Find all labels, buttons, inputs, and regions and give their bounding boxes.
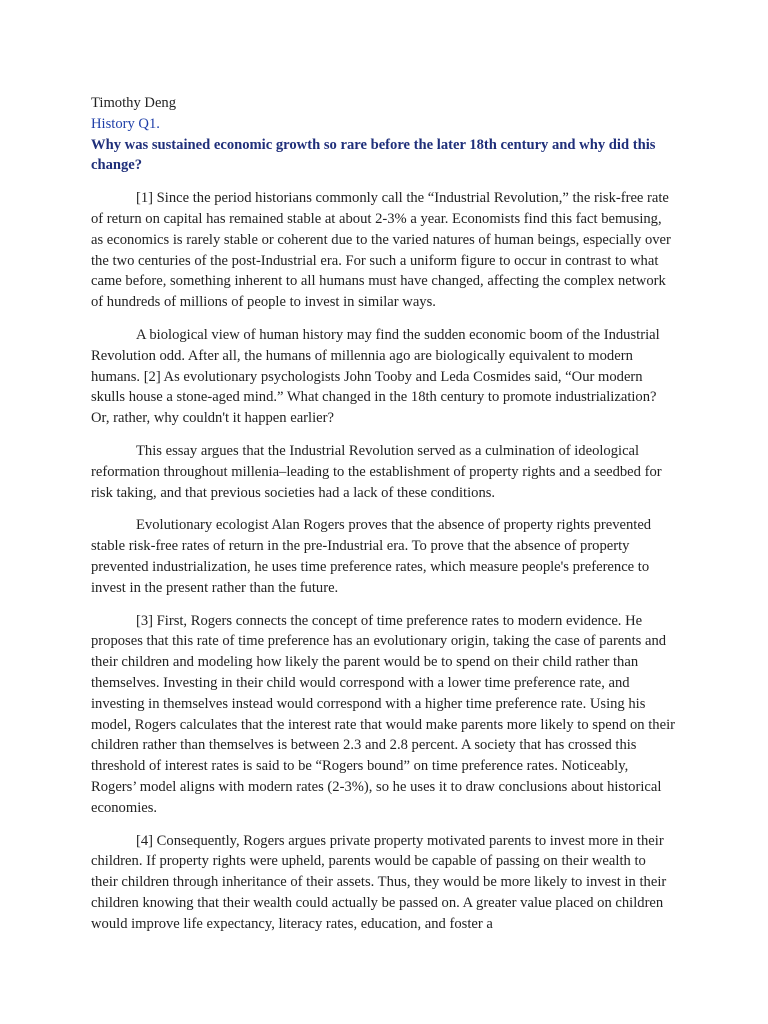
paragraph-2: A biological view of human history may find the sudden economic boom of the Industrial Revolution odd. After all, the humans of millennia ago are biologically equivalent to modern humans. [2] As evolutionary psychologists John Tooby and Leda Cosmides said, “Our modern skulls house a stone-aged mind.” What changed in the 18th century to promote industrialization? Or, rather, why couldn't it happen earlier?	[91, 326, 660, 427]
paragraph-6: [4] Consequently, Rogers argues private property motivated parents to invest more in their children. If property rights were upheld, parents would be capable of passing on their wealth to their children through inheritance of their assets. Thus, they would be more likely to invest in their children knowing that their wealth could actually be passed on. A greater value placed on children would improve life expectancy, literacy rates, education, and foster a	[91, 832, 667, 932]
document-page	[91, 93, 676, 946]
essay-question: Why was sustained economic growth so rare before the later 18th century and why did this change?	[91, 136, 656, 174]
paragraph-5: [3] First, Rogers connects the concept of time preference rates to modern evidence. He proposes that this rate of time preference has an evolutionary origin, taking the case of parents and their children and modeling how likely the parent would be to spend on their child rather than themselves. Investing in their child would correspond with a lower time preference rate, and investing in themselves instead would correspond with a higher time preference rate. Using his model, Rogers calculates that the interest rate that would make parents more likely to spend on their children rather than themselves is between 2.3 and 2.8 percent. A society that has crossed this threshold of interest rates is said to be “Rogers bound” on time preference rates. Noticeably, Rogers’ model aligns with modern rates (2-3%), so he uses it to draw conclusions about historical economies.	[91, 612, 675, 816]
paragraph-1: [1] Since the period historians commonly call the “Industrial Revolution,” the risk-free rate of return on capital has remained stable at about 2-3% a year. Economists find this fact bemusing, as economics is rarely stable or coherent due to the varied natures of human beings, especially over the two centuries of the post-Industrial era. For such a uniform figure to occur in contrast to what came before, something inherent to all humans must have changed, affecting the complex network of hundreds of millions of people to invest in similar ways.	[91, 190, 671, 311]
paragraph-4: Evolutionary ecologist Alan Rogers proves that the absence of property rights prevented stable risk-free rates of return in the pre-Industrial era. To prove that the absence of property prevented industrialization, he uses time preference rates, which measure people's preference to invest in the present rather than the future.	[91, 517, 652, 596]
author-name: Timothy Deng	[91, 95, 177, 111]
paragraph-3: This essay argues that the Industrial Revolution served as a culmination of ideological reformation throughout millenia–leading to the establishment of property rights and a seedbed for risk taking, and that previous societies had a lack of these conditions.	[91, 442, 662, 501]
course-label: History Q1.	[91, 115, 160, 132]
